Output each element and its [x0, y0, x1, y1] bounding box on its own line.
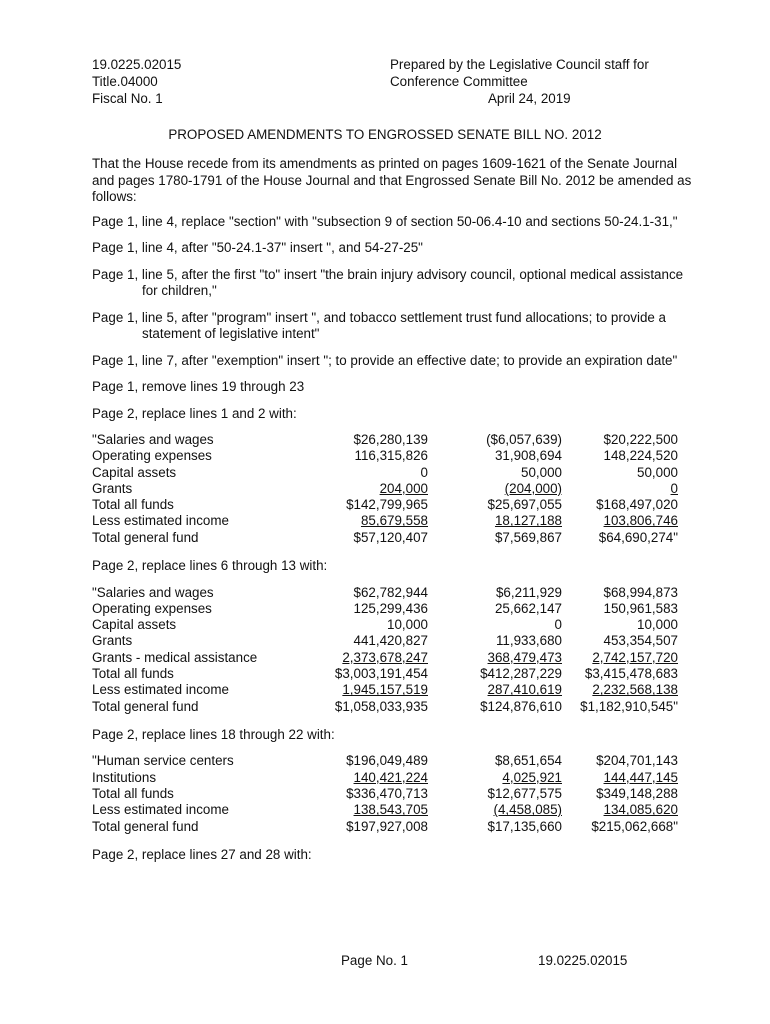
- row-label: Total general fund: [92, 698, 199, 714]
- appropriation-table: [92, 585, 678, 715]
- base-amount: 0: [420, 464, 428, 480]
- table-row: [92, 432, 678, 448]
- table-row: [92, 802, 678, 818]
- header-date: April 24, 2019: [488, 91, 571, 106]
- row-label: Total general fund: [92, 818, 199, 834]
- total-amount: 144,447,145: [603, 769, 678, 785]
- total-amount: $215,062,668": [591, 818, 678, 834]
- page-title: PROPOSED AMENDMENTS TO ENGROSSED SENATE BILL NO. 2012: [168, 127, 602, 142]
- base-amount: $336,470,713: [346, 786, 428, 802]
- appropriation-table: [92, 753, 678, 834]
- table-row: [92, 601, 678, 617]
- footer-doc-id: 19.0225.02015: [538, 953, 628, 968]
- row-label: Total all funds: [92, 666, 174, 682]
- adjustment-amount: 31,908,694: [494, 448, 562, 464]
- table-row: [92, 530, 678, 546]
- adjustment-amount: 18,127,188: [494, 513, 562, 529]
- adjustment-amount: $412,287,229: [480, 666, 562, 682]
- base-amount: $142,799,965: [346, 497, 428, 513]
- total-amount: 2,232,568,138: [592, 682, 678, 698]
- base-amount: 116,315,826: [354, 448, 428, 464]
- total-amount: $3,415,478,683: [584, 666, 678, 682]
- total-amount: $168,497,020: [596, 497, 678, 513]
- total-amount: 103,806,746: [603, 513, 678, 529]
- base-amount: $197,927,008: [346, 818, 428, 834]
- amendment-item: Page 1, line 7, after "exemption" insert "; to provide an effective date; to provide an expiration date": [92, 352, 678, 368]
- table-row: [92, 633, 678, 649]
- fiscal-number: Fiscal No. 1: [92, 91, 163, 106]
- table-row: [92, 699, 678, 715]
- adjustment-amount: 25,662,147: [494, 600, 562, 616]
- row-label: Capital assets: [92, 464, 177, 480]
- amendment-item: Page 1, line 5, after the first "to" insert "the brain injury advisory council, optional medical assistance for children,": [92, 266, 684, 298]
- row-label: Institutions: [92, 769, 157, 785]
- adjustment-amount: $8,651,654: [494, 753, 562, 769]
- base-amount: $1,058,033,935: [334, 698, 428, 714]
- base-amount: 204,000: [379, 480, 428, 496]
- final-instruction: Page 2, replace lines 27 and 28 with:: [92, 846, 312, 862]
- base-amount: $57,120,407: [353, 529, 428, 545]
- base-amount: 138,543,705: [353, 802, 428, 818]
- base-amount: 10,000: [387, 617, 428, 633]
- table-row: [92, 513, 678, 529]
- row-label: Operating expenses: [92, 448, 212, 464]
- table-row: [92, 682, 678, 698]
- table-row: [92, 497, 678, 513]
- adjustment-amount: (204,000): [504, 480, 562, 496]
- total-amount: $20,222,500: [603, 432, 678, 447]
- total-amount: 2,742,157,720: [592, 649, 678, 665]
- appropriation-table: [92, 432, 678, 546]
- base-amount: $26,280,139: [353, 432, 428, 447]
- page-number: Page No. 1: [341, 953, 408, 968]
- adjustment-amount: $124,876,610: [480, 698, 562, 714]
- row-label: Total all funds: [92, 786, 174, 802]
- table-instruction: Page 2, replace lines 1 and 2 with:: [92, 405, 297, 421]
- row-label: Total all funds: [92, 497, 174, 513]
- total-amount: 50,000: [637, 464, 678, 480]
- base-amount: 441,420,827: [353, 633, 428, 649]
- row-label: "Human service centers: [92, 753, 234, 769]
- total-amount: 134,085,620: [603, 802, 678, 818]
- table-row: [92, 753, 678, 769]
- table-instruction: Page 2, replace lines 6 through 13 with:: [92, 558, 328, 574]
- total-amount: 453,354,507: [603, 633, 678, 649]
- base-amount: $196,049,489: [346, 753, 428, 769]
- row-label: Grants: [92, 633, 133, 649]
- adjustment-amount: $6,211,929: [495, 584, 562, 600]
- adjustment-amount: 4,025,921: [502, 769, 562, 785]
- base-amount: 1,945,157,519: [342, 682, 428, 698]
- base-amount: 2,373,678,247: [342, 649, 428, 665]
- adjustment-amount: 0: [554, 617, 562, 633]
- amendment-item: Page 1, line 5, after "program" insert ", and tobacco settlement trust fund allocations; to provide a statement of legislative intent": [92, 309, 667, 341]
- adjustment-amount: $17,135,660: [487, 818, 562, 834]
- total-amount: $1,182,910,545": [580, 698, 678, 714]
- base-amount: $3,003,191,454: [334, 666, 428, 682]
- total-amount: $204,701,143: [596, 753, 678, 769]
- row-label: "Salaries and wages: [92, 584, 214, 600]
- row-label: Grants - medical assistance: [92, 649, 258, 665]
- header-right: [390, 56, 690, 107]
- table-row: [92, 770, 678, 786]
- adjustment-amount: 50,000: [521, 464, 562, 480]
- adjustment-amount: 11,933,680: [495, 633, 562, 649]
- adjustment-amount: $7,569,867: [494, 529, 562, 545]
- adjustment-amount: ($6,057,639): [486, 432, 562, 447]
- table-row: [92, 819, 678, 835]
- total-amount: 148,224,520: [603, 448, 678, 464]
- table-row: [92, 481, 678, 497]
- base-amount: $62,782,944: [353, 584, 428, 600]
- amendment-item: Page 1, line 4, replace "section" with "subsection 9 of section 50-06.4-10 and sections 50-24.1-31,": [92, 213, 678, 229]
- row-label: "Salaries and wages: [92, 432, 214, 447]
- doc-number: 19.0225.02015: [92, 57, 182, 72]
- amendment-item: Page 1, remove lines 19 through 23: [92, 379, 305, 394]
- prepared-by: Prepared by the Legislative Council staff for: [390, 57, 649, 72]
- table-instruction: Page 2, replace lines 18 through 22 with:: [92, 726, 335, 742]
- adjustment-amount: $12,677,575: [487, 786, 562, 802]
- adjustment-amount: 368,479,473: [487, 649, 562, 665]
- total-amount: 0: [670, 480, 678, 496]
- adjustment-amount: (4,458,085): [493, 802, 562, 818]
- table-row: [92, 666, 678, 682]
- total-amount: $349,148,288: [596, 786, 678, 802]
- total-amount: $64,690,274": [598, 529, 678, 545]
- total-amount: $68,994,873: [603, 584, 678, 600]
- total-amount: 150,961,583: [603, 600, 678, 616]
- adjustment-amount: $25,697,055: [487, 497, 562, 513]
- base-amount: 140,421,224: [353, 769, 428, 785]
- row-label: Operating expenses: [92, 600, 212, 616]
- committee-name: Conference Committee: [390, 74, 528, 89]
- table-row: [92, 786, 678, 802]
- row-label: Less estimated income: [92, 802, 229, 818]
- amendment-item: Page 1, line 4, after "50-24.1-37" insert ", and 54-27-25": [92, 240, 423, 255]
- table-row: [92, 617, 678, 633]
- row-label: Capital assets: [92, 617, 177, 633]
- title-number: Title.04000: [92, 74, 158, 89]
- base-amount: 85,679,558: [360, 513, 428, 529]
- row-label: Less estimated income: [92, 682, 229, 698]
- table-row: [92, 465, 678, 481]
- total-amount: 10,000: [637, 617, 678, 633]
- base-amount: 125,299,436: [353, 600, 428, 616]
- adjustment-amount: 287,410,619: [487, 682, 562, 698]
- table-row: [92, 448, 678, 464]
- row-label: Grants: [92, 480, 133, 496]
- table-row: [92, 585, 678, 601]
- row-label: Total general fund: [92, 529, 199, 545]
- document-body: [92, 156, 692, 873]
- intro-paragraph: That the House recede from its amendments as printed on pages 1609-1621 of the Senate Journal and pages 1780-1791 of the House Journal and that Engrossed Senate Bill No. 2012 be amended as follows:: [92, 156, 692, 204]
- header-left: [92, 56, 181, 107]
- table-row: [92, 650, 678, 666]
- row-label: Less estimated income: [92, 513, 229, 529]
